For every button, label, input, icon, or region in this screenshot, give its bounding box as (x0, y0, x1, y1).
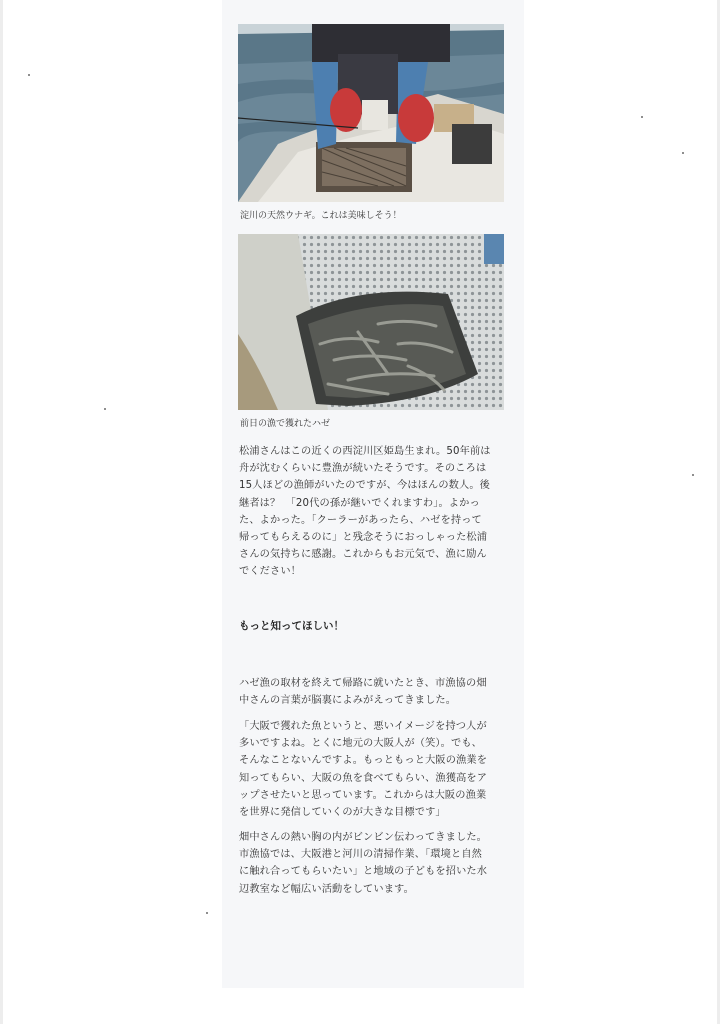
text-line: を世界に発信していくのが大きな目標です」 (239, 807, 446, 819)
text-line: 舟が沈むくらいに豊漁が続いたそうです。そのころは (239, 463, 487, 475)
photo-caption-goby: 前日の漁で獲れたハゼ (240, 419, 331, 429)
text-line: そんなことないんですよ。もっともっと大阪の漁業を (239, 755, 488, 767)
text-line: でください！ (239, 566, 302, 578)
text-line: に触れ合ってもらいたい」と地域の子どもを招いた水 (239, 866, 488, 878)
goby-photo (238, 234, 504, 410)
text-line: 中さんの言葉が脳裏によみがえってきました。 (239, 695, 457, 707)
paragraph-matsuura (239, 443, 507, 581)
text-line: 帰ってもらえるのに」と残念そうにおっしゃった松浦 (239, 532, 488, 544)
text-line: 市漁協では、大阪港と河川の清掃作業、「環境と自然 (239, 849, 482, 861)
scan-speck (28, 74, 30, 76)
scan-speck (692, 474, 694, 476)
scan-speck (104, 408, 106, 410)
scan-speck (206, 912, 208, 914)
text-line: ップさせたいと思っています。これからは大阪の漁業 (239, 789, 487, 801)
scan-speck (641, 116, 643, 118)
text-line: 畑中さんの熱い胸の内がビンビン伝わってきました。 (239, 832, 487, 843)
text-line: 継者は？ 「20代の孫が継いでくれますわ」。よかっ (239, 497, 480, 509)
text-line: 多いですよね。とくに地元の大阪人が（笑）。でも、 (239, 738, 482, 750)
eel-photo (238, 24, 504, 202)
text-line: 「大阪で獲れた魚というと、悪いイメージを持つ人が (239, 721, 487, 732)
text-line: た、よかった。「クーラーがあったら、ハゼを持って (239, 514, 482, 526)
paragraph-quote (239, 718, 507, 821)
paragraph-activities (239, 829, 507, 898)
section-heading: もっと知ってほしい！ (239, 620, 344, 632)
text-line: 15人ほどの漁師がいたのですが、今はほんの数人。後 (239, 480, 491, 492)
scan-speck (682, 152, 684, 154)
text-line: 辺教室など幅広い活動をしています。 (239, 883, 414, 895)
photo-caption-eel: 淀川の天然ウナギ。これは美味しそう！ (240, 211, 402, 221)
paragraph-return-trip (239, 675, 507, 709)
text-line: 知ってもらい、大阪の魚を食べてもらい、漁獲高をア (239, 772, 488, 784)
text-line: ハゼ漁の取材を終えて帰路に就いたとき、市漁協の畑 (239, 678, 487, 689)
text-line: 松浦さんはこの近くの西淀川区姫島生まれ。50年前は (239, 446, 491, 457)
text-line: さんの気持ちに感謝。これからもお元気で、漁に励ん (239, 549, 487, 561)
